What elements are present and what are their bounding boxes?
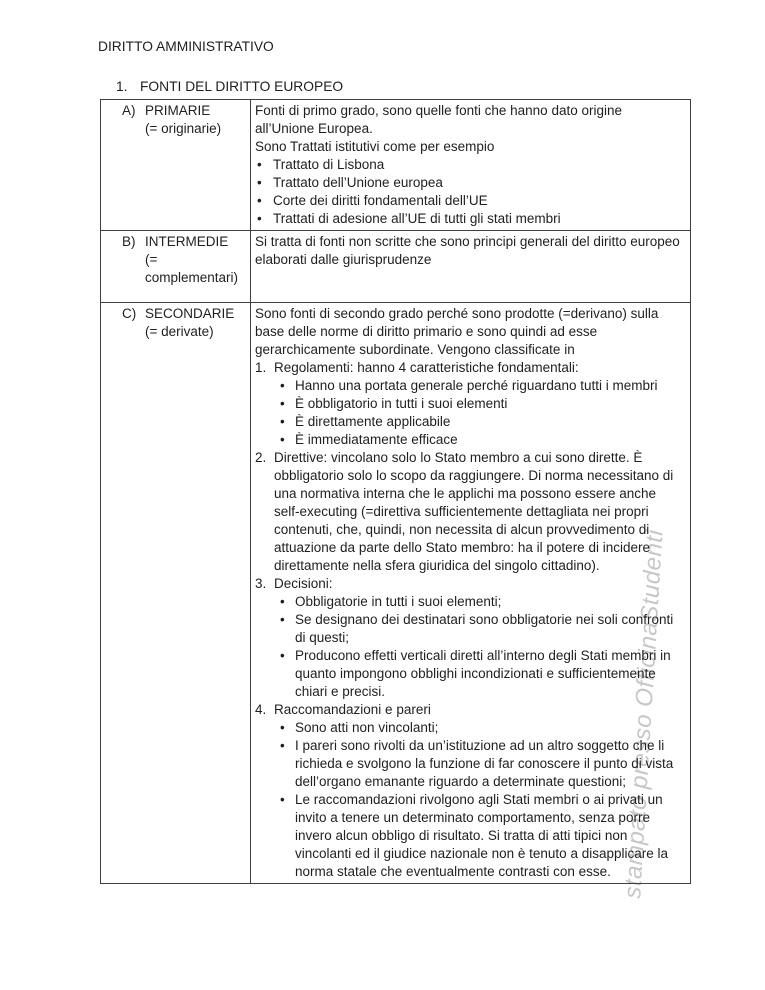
section-title: FONTI DEL DIRITTO EUROPEO	[140, 79, 344, 94]
list-item-text: Trattato di Lisbona	[273, 157, 385, 172]
list-item	[274, 377, 682, 395]
row-label-body	[145, 102, 244, 138]
bullet-icon: •	[280, 414, 285, 429]
bullet-icon: •	[280, 612, 285, 627]
item-number: 2.	[255, 450, 267, 465]
list-item-text: Se designano dei destinatari sono obbligatorie nei soli confronti di questi;	[295, 612, 674, 645]
item-number: 3.	[255, 576, 267, 591]
bullet-icon: •	[280, 396, 285, 411]
list-item	[255, 192, 682, 210]
numbered-item-raccomandazioni	[255, 701, 682, 881]
list-item	[274, 395, 682, 413]
numbered-list	[255, 359, 682, 881]
watermark: stampato presso OfficinaStudenti	[619, 528, 669, 900]
list-item	[274, 737, 682, 791]
paragraph: Sono fonti di secondo grado perché sono prodotte (=derivano) sulla base delle norme di diritto primario e sono quindi ad esse gerarchicamente subordinate. Vengono classificate in	[255, 306, 659, 357]
row-label	[122, 305, 244, 341]
item-number: 4.	[255, 702, 267, 717]
row-secondarie-label-cell	[101, 303, 251, 884]
nested-bullet-list	[274, 593, 682, 701]
list-item-text: È obbligatorio in tutti i suoi elementi	[295, 396, 508, 411]
paragraph: Sono Trattati istitutivi come per esempio	[255, 139, 495, 154]
item-body	[274, 359, 682, 449]
list-item	[274, 431, 682, 449]
list-item	[274, 593, 682, 611]
row-name: SECONDARIE	[145, 306, 235, 321]
list-item-text: È direttamente applicabile	[295, 414, 451, 429]
bullet-icon: •	[257, 175, 262, 190]
bullet-list	[255, 156, 682, 228]
list-item-text: Trattati di adesione all’UE di tutti gli stati membri	[273, 211, 561, 226]
table-row-intermedie	[101, 231, 691, 303]
row-primarie-label-cell	[101, 100, 251, 231]
bullet-icon: •	[280, 738, 285, 753]
row-secondarie-content-cell	[251, 303, 691, 884]
list-item	[274, 413, 682, 431]
bullet-icon: •	[280, 432, 285, 447]
row-label-body	[145, 233, 244, 287]
list-item	[255, 156, 682, 174]
row-letter: C)	[122, 306, 137, 321]
item-body	[274, 575, 682, 701]
list-item	[274, 611, 682, 647]
row-label	[122, 102, 244, 138]
row-qualifier: (= originarie)	[145, 121, 222, 136]
list-item-text: Sono atti non vincolanti;	[295, 720, 439, 735]
list-item	[274, 647, 682, 701]
nested-bullet-list	[274, 719, 682, 881]
bullet-icon: •	[280, 792, 285, 807]
row-qualifier: (= complementari)	[145, 252, 239, 285]
item-body	[274, 449, 682, 575]
row-name: INTERMEDIE	[145, 234, 229, 249]
table-row-primarie	[101, 100, 691, 231]
item-text: Regolamenti: hanno 4 caratteristiche fondamentali:	[274, 360, 579, 375]
list-item-text: Obbligatorie in tutti i suoi elementi;	[295, 594, 502, 609]
row-label-body	[145, 305, 244, 341]
numbered-item-regolamenti	[255, 359, 682, 449]
list-item	[255, 174, 682, 192]
list-item-text: Hanno una portata generale perché riguardano tutti i membri	[295, 378, 658, 393]
fonti-table	[100, 99, 691, 884]
section-heading	[116, 78, 343, 96]
list-item	[274, 719, 682, 737]
row-qualifier: (= derivate)	[145, 324, 214, 339]
list-item-text: I pareri sono rivolti da un’istituzione ad un altro soggetto che li richieda e svolgono la funzione di far conoscere il punto di vista dell’organo emanante riguardo a determinate questioni;	[295, 738, 674, 789]
bullet-icon: •	[280, 720, 285, 735]
paragraph: Si tratta di fonti non scritte che sono principi generali del diritto europeo elaborati dalle giurisprudenze	[255, 234, 680, 267]
bullet-icon: •	[280, 648, 285, 663]
numbered-item-direttive	[255, 449, 682, 575]
row-label	[122, 233, 244, 287]
item-number: 1.	[255, 360, 267, 375]
row-primarie-content-cell	[251, 100, 691, 231]
bullet-icon: •	[257, 193, 262, 208]
paragraph: Fonti di primo grado, sono quelle fonti che hanno dato origine all’Unione Europea.	[255, 103, 622, 136]
item-text: Decisioni:	[274, 576, 333, 591]
list-item-text: È immediatamente efficace	[295, 432, 458, 447]
bullet-icon: •	[280, 378, 285, 393]
table-row-secondarie	[101, 303, 691, 884]
list-item-text: Corte dei diritti fondamentali dell’UE	[273, 193, 488, 208]
list-item	[274, 791, 682, 881]
numbered-item-decisioni	[255, 575, 682, 701]
item-body	[274, 701, 682, 881]
list-item-text: Le raccomandazioni rivolgono agli Stati membri o ai privati un invito a tenere un determinato comportamento, senza porre invero alcun obbligo di risultato. Si tratta di atti tipici non vincolanti ed il giudice nazionale non è tenuto a disapplicare la norma statale che eventualmente contrasti con esse.	[295, 792, 669, 879]
list-item-text: Trattato dell’Unione europea	[273, 175, 443, 190]
bullet-icon: •	[257, 157, 262, 172]
nested-bullet-list	[274, 377, 682, 449]
bullet-icon: •	[257, 211, 262, 226]
row-letter: B)	[122, 234, 136, 249]
list-item	[255, 210, 682, 228]
list-item-text: Producono effetti verticali diretti all’interno degli Stati membri in quanto impongono obblighi incondizionati e sufficientemente chiari e precisi.	[295, 648, 671, 699]
row-letter: A)	[122, 103, 136, 118]
row-name: PRIMARIE	[145, 103, 211, 118]
item-text: Direttive: vincolano solo lo Stato membro a cui sono dirette. È obbligatorio solo lo scopo da raggiungere. Di norma necessitano di una normativa interna che le applichi ma possono essere anche self-executing (=direttiva sufficientemente dettagliata nei propri contenuti, che, quindi, non necessita di alcun provvedimento di attuazione da parte dello Stato membro: ha il potere di incidere direttamente nella sfera giuridica del singolo cittadino).	[274, 450, 674, 573]
bullet-icon: •	[280, 594, 285, 609]
row-intermedie-content-cell	[251, 231, 691, 303]
page-title: DIRITTO AMMINISTRATIVO	[98, 39, 274, 54]
section-number: 1.	[116, 79, 128, 94]
item-text: Raccomandazioni e pareri	[274, 702, 431, 717]
row-intermedie-label-cell	[101, 231, 251, 303]
